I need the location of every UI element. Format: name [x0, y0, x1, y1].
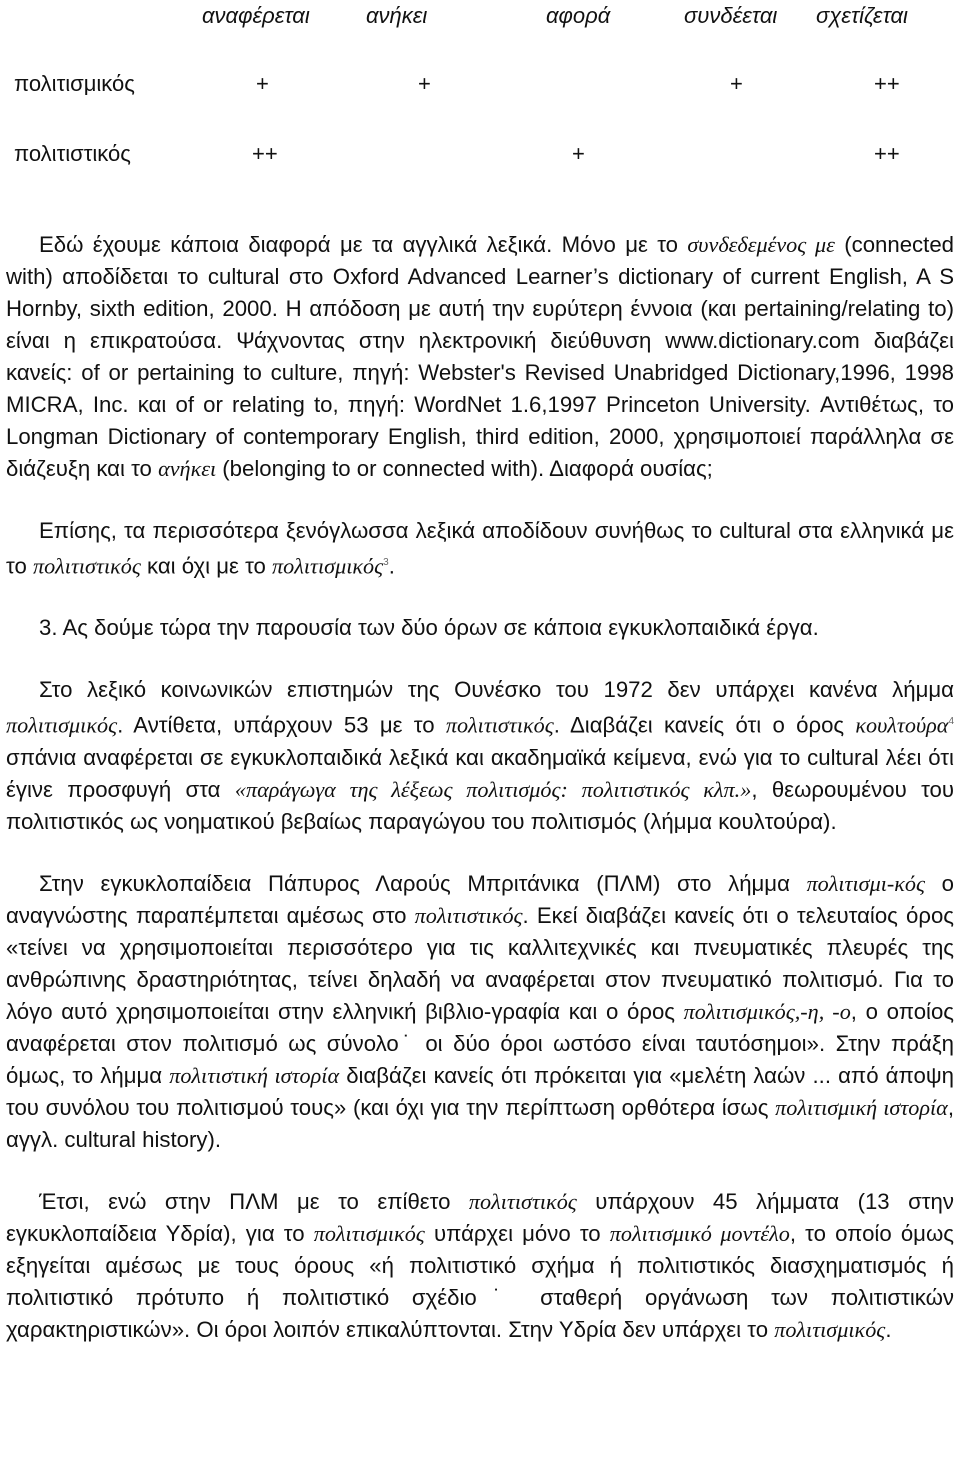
paragraph-section-3: 3. Ας δούμε τώρα την παρουσία των δύο όρων σε κάποια εγκυκλοπαιδικά έργα.: [39, 615, 819, 641]
header-sxetizetai: σχετίζεται: [816, 3, 908, 28]
footnote-marker[interactable]: 4: [948, 716, 954, 728]
table-cell: +: [572, 141, 585, 166]
paragraph-plm: Στην εγκυκλοπαίδεια Πάπυρος Λαρούς Μπριτάνικα (ΠΛΜ) στο λήμμα πολιτισμι-κός ο αναγνώστης παραπέμπεται αμέσως στο πολιτιστικός. Εκεί διαβάζει κανείς ότι ο τελευταίος όρος «τείνει να χρησιμοποιείται περισσότερο για τις καλλιτεχνικές και πνευματικές πλευρές της ανθρώπινης δραστηριότητας, τείνει δηλαδή να αναφέρεται στον πνευματικό πολιτισμό. Για το λόγο αυτό χρησιμοποιείται στην ελληνική βιβλιο-γραφία και ο όρος πολιτισμικός,-η, -ο, ο οποίος αναφέρεται στον πολιτισμό ως σύνολο˙ οι δύο όροι ωστόσο είναι ταυτόσημοι». Στην πράξη όμως, το λήμμα πολιτιστική ιστορία διαβάζει κανείς ότι πρόκειται για «μελέτη λαών ... από άποψη του συνόλου του πολιτισμού τους» (και όχι για την περίπτωση ορθότερα ίσως πολιτισμική ιστορία, αγγλ. cultural history).: [6, 870, 954, 1152]
document-page: [6, 0, 954, 1346]
header-anikei: ανήκει: [366, 3, 428, 28]
table-cell: ++: [874, 71, 900, 96]
paragraph-foreign-dictionaries: Επίσης, τα περισσότερα ξενόγλωσσα λεξικά αποδίδουν συνήθως το cultural στα ελληνικά με το πολιτιστικός και όχι με το πολιτισμικός$^3$.: [6, 518, 954, 579]
comparison-table: [6, 0, 954, 185]
header-afora: αφορά: [546, 3, 611, 28]
row-term: πολιτιστικός: [14, 141, 131, 166]
header-syndeetai: συνδέεται: [684, 3, 778, 28]
paragraph-unesco: Στο λεξικό κοινωνικών επιστημών της Ουνέσκο του 1972 δεν υπάρχει κανένα λήμμα πολιτισμικός. Αντίθετα, υπάρχουν 53 με το πολιτιστικός. Διαβάζει κανείς ότι ο όρος κουλτούρα$^4$ σπάνια αναφέρεται σε εγκυκλοπαιδικά λεξικά και ακαδημαϊκά κείμενα, ενώ για το cultural λέει ότι έγινε προσφυγή στα «παράγωγα της λέξεως πολιτισμός: πολιτιστικός κλπ.», θεωρουμένου του πολιτιστικός ως νοηματικού βεβαίως παραγώγου του πολιτισμός (λήμμα κουλτούρα).: [6, 677, 955, 834]
table-cell: +: [256, 71, 269, 96]
table-cell: ++: [252, 141, 278, 166]
paragraph-dictionaries: Εδώ έχουμε κάποια διαφορά με τα αγγλικά λεξικά. Μόνο με το συνδεδεμένος με (connected with) αποδίδεται το cultural στο Oxford Advanced Learner’s dictionary of current English, A S Hornby, sixth edition, 2000. Η απόδοση με αυτή την ευρύτερη έννοια (και pertaining/relating to) είναι η επικρατούσα. Ψάχνοντας στην ηλεκτρονική διεύθυνση www.dictionary.com διαβάζει κανείς: of or pertaining to culture, πηγή: Webster's Revised Unabridged Dictionary,1996, 1998 MICRA, Inc. και of or relating to, πηγή: WordNet 1.6,1997 Princeton University. Αντιθέτως, το Longman Dictionary of contemporary English, third edition, 2000, χρησιμοποιεί παράλληλα σε διάζευξη και το ανήκει (belonging to or connected with). Διαφορά ουσίας;: [6, 232, 954, 481]
table-cell: +: [418, 71, 431, 96]
header-anaferetai: αναφέρεται: [202, 3, 310, 28]
paragraph-conclusion: Έτσι, ενώ στην ΠΛΜ με το επίθετο πολιτιστικός υπάρχουν 45 λήμματα (13 στην εγκυκλοπαίδεια Υδρία), για το πολιτισμικός υπάρχει μόνο το πολιτισμικό μοντέλο, το οποίο όμως εξηγείται αμέσως με τους όρους «ή πολιτιστικό σχήμα ή πολιτιστικός διασχηματισμός ή πολιτιστικό πρότυπο ή πολιτιστικό σχέδιο˙ σταθερή οργάνωση των πολιτιστικών χαρακτηριστικών». Οι όροι λοιπόν επικαλύπτονται. Στην Υδρία δεν υπάρχει το πολιτισμικός.: [6, 1188, 954, 1342]
table-cell: ++: [874, 141, 900, 166]
row-term: πολιτισμικός: [14, 71, 135, 96]
footnote-marker[interactable]: 3: [383, 557, 389, 568]
table-cell: +: [730, 71, 743, 96]
